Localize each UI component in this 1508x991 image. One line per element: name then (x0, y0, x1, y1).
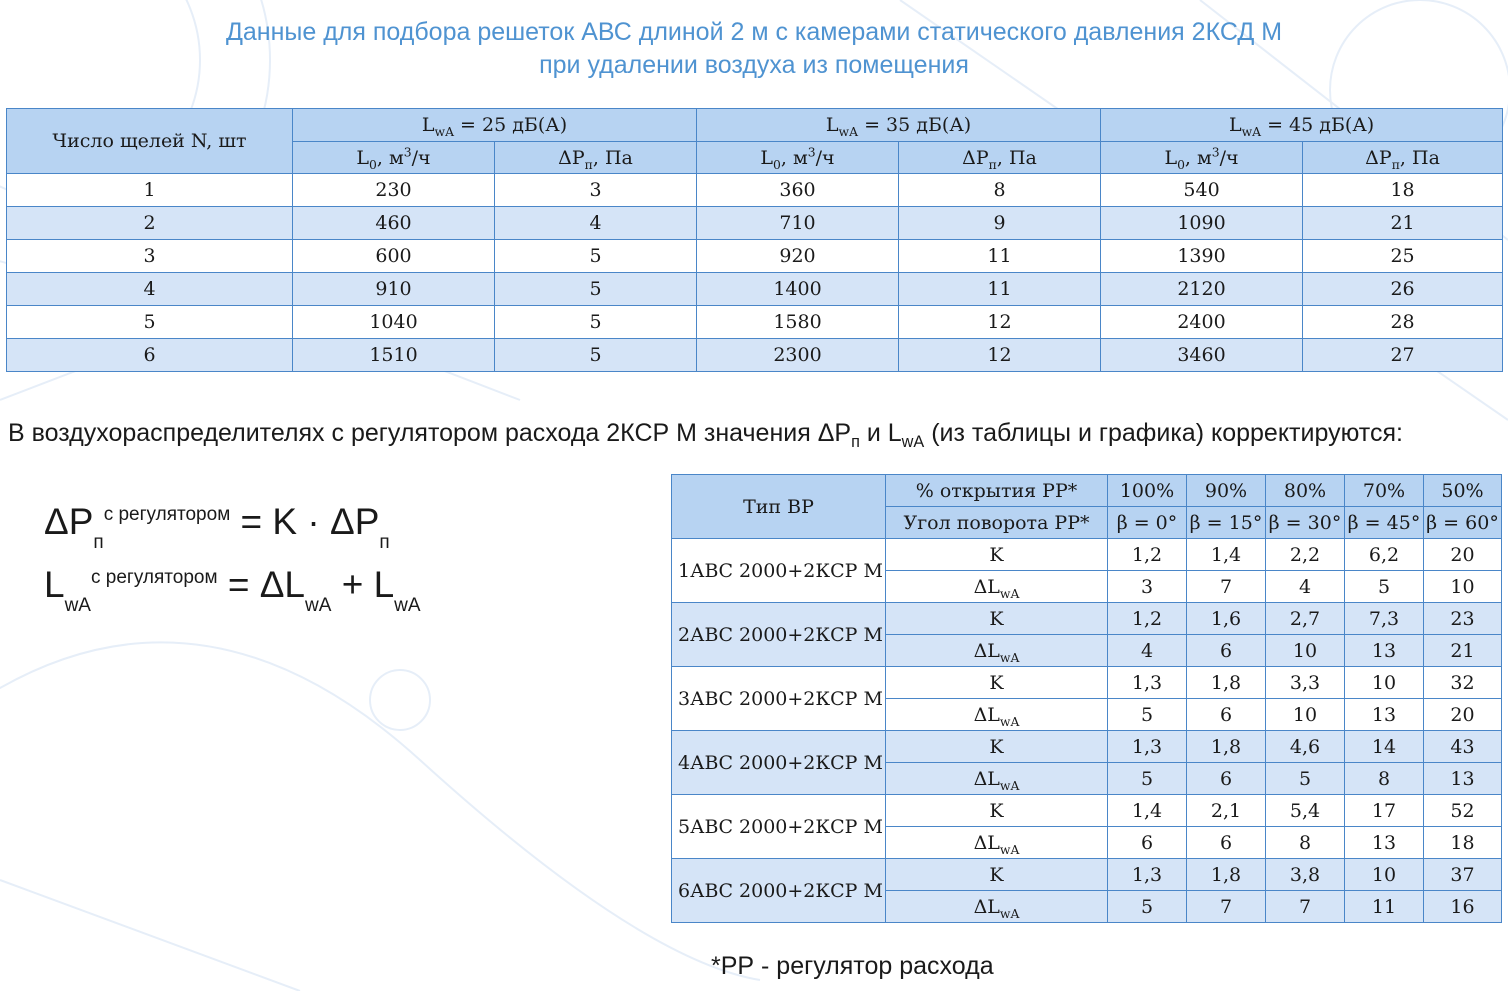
dl-value: 13 (1345, 635, 1424, 667)
dl-value: 10 (1266, 635, 1345, 667)
k-value: 7,3 (1345, 603, 1424, 635)
table-cell: 5 (495, 306, 697, 339)
table-cell: 5 (495, 273, 697, 306)
dl-label: $\Delta L_{wA}$ (886, 763, 1108, 795)
dl-value: 5 (1345, 571, 1424, 603)
k-value: 1,2 (1108, 539, 1187, 571)
table-cell: 1400 (697, 273, 899, 306)
device-k-row (672, 859, 1502, 891)
table-cell: 1510 (293, 339, 495, 372)
opening-percent: 100% (1108, 475, 1187, 507)
table-cell: 9 (899, 207, 1101, 240)
k-label: K (886, 539, 1108, 571)
dl-value: 20 (1424, 699, 1502, 731)
dl-value: 7 (1187, 891, 1266, 923)
device-type-header: Тип ВР (672, 475, 886, 539)
device-k-row (672, 795, 1502, 827)
device-k-row (672, 731, 1502, 763)
dl-value: 10 (1266, 699, 1345, 731)
k-value: 2,7 (1266, 603, 1345, 635)
table-cell: 27 (1303, 339, 1503, 372)
dl-value: 21 (1424, 635, 1502, 667)
k-value: 2,2 (1266, 539, 1345, 571)
dl-value: 6 (1187, 763, 1266, 795)
slots-count-header: Число щелей N, шт (7, 109, 293, 174)
k-value: 1,8 (1187, 731, 1266, 763)
flow-header: $L_0$, $м^3/ч$ (697, 142, 899, 174)
page-title (0, 16, 1508, 82)
table-cell: 28 (1303, 306, 1503, 339)
title-line-1: Данные для подбора решеток АВС длиной 2 м с камерами статического давления 2КСД М (225, 18, 1283, 46)
dl-value: 6 (1187, 635, 1266, 667)
table-cell: 5 (495, 240, 697, 273)
dl-value: 16 (1424, 891, 1502, 923)
pressure-header: $\Delta P_п$, Па (495, 142, 697, 174)
dl-label: $\Delta L_{wA}$ (886, 699, 1108, 731)
dl-value: 13 (1345, 699, 1424, 731)
k-value: 20 (1424, 539, 1502, 571)
table-cell: 1090 (1101, 207, 1303, 240)
device-k-row (672, 667, 1502, 699)
regulator-correction-table (671, 474, 1502, 923)
table-row (7, 174, 1503, 207)
rotation-angle: β = 45° (1345, 507, 1424, 539)
table-row (7, 207, 1503, 240)
device-name: 4АВС 2000+2КСР М (672, 731, 886, 795)
angle-label: Угол поворота РР* (886, 507, 1108, 539)
k-value: 23 (1424, 603, 1502, 635)
rotation-angle: β = 60° (1424, 507, 1502, 539)
k-value: 5,4 (1266, 795, 1345, 827)
table-cell: 12 (899, 306, 1101, 339)
dl-value: 7 (1187, 571, 1266, 603)
device-name: 1АВС 2000+2КСР М (672, 539, 886, 603)
table-cell: 600 (293, 240, 495, 273)
table-cell: 4 (7, 273, 293, 306)
dl-value: 5 (1108, 763, 1187, 795)
table-cell: 21 (1303, 207, 1503, 240)
table-cell: 1580 (697, 306, 899, 339)
k-label: K (886, 731, 1108, 763)
k-value: 1,3 (1108, 731, 1187, 763)
k-value: 2,1 (1187, 795, 1266, 827)
dl-value: 8 (1345, 763, 1424, 795)
device-name: 3АВС 2000+2КСР М (672, 667, 886, 731)
device-name: 2АВС 2000+2КСР М (672, 603, 886, 667)
dl-value: 5 (1266, 763, 1345, 795)
table-cell: 710 (697, 207, 899, 240)
table-cell: 12 (899, 339, 1101, 372)
correction-paragraph: В воздухораспределителях с регулятором расхода 2КСР М значения $\Delta P_п$ и $L_{wA}$ (из таблицы и графика) корректируются: (8, 419, 1403, 451)
dl-value: 6 (1108, 827, 1187, 859)
table-cell: 8 (899, 174, 1101, 207)
flow-header: $L_0$, $м^3/ч$ (1101, 142, 1303, 174)
dl-value: 13 (1345, 827, 1424, 859)
k-label: K (886, 795, 1108, 827)
table-cell: 18 (1303, 174, 1503, 207)
table-row (7, 240, 1503, 273)
table-cell: 3460 (1101, 339, 1303, 372)
opening-label: % открытия РР* (886, 475, 1108, 507)
table-cell: 1040 (293, 306, 495, 339)
dl-value: 6 (1187, 827, 1266, 859)
table-cell: 6 (7, 339, 293, 372)
k-value: 14 (1345, 731, 1424, 763)
k-value: 1,6 (1187, 603, 1266, 635)
footnote: *РР - регулятор расхода (711, 952, 994, 980)
group-header-45: $L_{wA} = 45$ дБ(А) (1101, 109, 1503, 142)
k-value: 32 (1424, 667, 1502, 699)
group-header-35: $L_{wA} = 35$ дБ(А) (697, 109, 1101, 142)
table-cell: 230 (293, 174, 495, 207)
slots-selection-table (6, 108, 1503, 372)
table-cell: 2 (7, 207, 293, 240)
dl-value: 3 (1108, 571, 1187, 603)
pressure-header: $\Delta P_п$, Па (899, 142, 1101, 174)
dl-value: 8 (1266, 827, 1345, 859)
table-cell: 920 (697, 240, 899, 273)
k-value: 43 (1424, 731, 1502, 763)
table-cell: 11 (899, 240, 1101, 273)
k-value: 1,8 (1187, 667, 1266, 699)
k-value: 1,2 (1108, 603, 1187, 635)
table-cell: 11 (899, 273, 1101, 306)
table-cell: 910 (293, 273, 495, 306)
dl-value: 10 (1424, 571, 1502, 603)
k-value: 1,4 (1187, 539, 1266, 571)
k-value: 4,6 (1266, 731, 1345, 763)
dl-label: $\Delta L_{wA}$ (886, 891, 1108, 923)
dl-value: 13 (1424, 763, 1502, 795)
k-value: 17 (1345, 795, 1424, 827)
table-cell: 26 (1303, 273, 1503, 306)
dl-label: $\Delta L_{wA}$ (886, 827, 1108, 859)
k-value: 52 (1424, 795, 1502, 827)
group-header-25: $L_{wA} = 25$ дБ(А) (293, 109, 697, 142)
dl-value: 4 (1108, 635, 1187, 667)
rotation-angle: β = 30° (1266, 507, 1345, 539)
rotation-angle: β = 0° (1108, 507, 1187, 539)
table-cell: 360 (697, 174, 899, 207)
table-cell: 2300 (697, 339, 899, 372)
table-cell: 2120 (1101, 273, 1303, 306)
k-value: 1,3 (1108, 859, 1187, 891)
rotation-angle: β = 15° (1187, 507, 1266, 539)
k-value: 10 (1345, 667, 1424, 699)
table-row (7, 339, 1503, 372)
device-k-row (672, 603, 1502, 635)
table-cell: 2400 (1101, 306, 1303, 339)
k-value: 3,3 (1266, 667, 1345, 699)
k-value: 6,2 (1345, 539, 1424, 571)
table-cell: 1 (7, 174, 293, 207)
dl-value: 4 (1266, 571, 1345, 603)
device-k-row (672, 539, 1502, 571)
k-label: K (886, 667, 1108, 699)
table-cell: 5 (7, 306, 293, 339)
table-cell: 1390 (1101, 240, 1303, 273)
k-value: 37 (1424, 859, 1502, 891)
opening-percent: 80% (1266, 475, 1345, 507)
k-value: 1,3 (1108, 667, 1187, 699)
dl-value: 11 (1345, 891, 1424, 923)
table-cell: 460 (293, 207, 495, 240)
k-label: K (886, 603, 1108, 635)
dl-value: 5 (1108, 699, 1187, 731)
device-name: 5АВС 2000+2КСР М (672, 795, 886, 859)
table-cell: 5 (495, 339, 697, 372)
table-cell: 4 (495, 207, 697, 240)
formula-pressure: $\Delta P_п^{с регулятором} = K \cdot \Delta P_п$ (44, 501, 390, 553)
table-row (7, 306, 1503, 339)
dl-value: 6 (1187, 699, 1266, 731)
opening-percent: 90% (1187, 475, 1266, 507)
table-cell: 540 (1101, 174, 1303, 207)
k-label: K (886, 859, 1108, 891)
opening-percent: 50% (1424, 475, 1502, 507)
k-value: 1,4 (1108, 795, 1187, 827)
pressure-header: $\Delta P_п$, Па (1303, 142, 1503, 174)
k-value: 3,8 (1266, 859, 1345, 891)
formula-noise: $L_{wA}^{с регулятором} = \Delta L_{wA} + L_{wA}$ (44, 564, 421, 616)
dl-label: $\Delta L_{wA}$ (886, 635, 1108, 667)
flow-header: $L_0$, $м^3/ч$ (293, 142, 495, 174)
dl-value: 7 (1266, 891, 1345, 923)
opening-percent: 70% (1345, 475, 1424, 507)
device-name: 6АВС 2000+2КСР М (672, 859, 886, 923)
table-cell: 3 (495, 174, 697, 207)
dl-value: 18 (1424, 827, 1502, 859)
table-cell: 25 (1303, 240, 1503, 273)
dl-label: $\Delta L_{wA}$ (886, 571, 1108, 603)
table-row (7, 273, 1503, 306)
k-value: 1,8 (1187, 859, 1266, 891)
title-line-2: при удалении воздуха из помещения (539, 51, 969, 79)
k-value: 10 (1345, 859, 1424, 891)
dl-value: 5 (1108, 891, 1187, 923)
table-cell: 3 (7, 240, 293, 273)
